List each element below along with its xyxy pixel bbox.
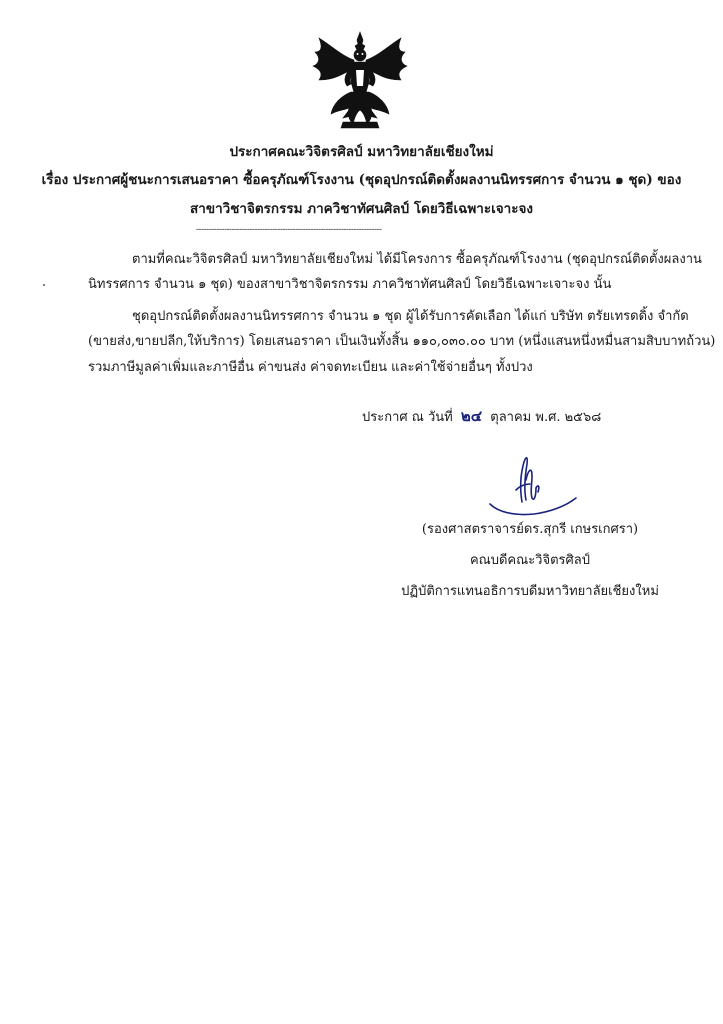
date-day-handwritten: ๒๔: [460, 407, 483, 425]
body-paragraph-2-line-1: ชุดอุปกรณ์ติดตั้งผลงานนิทรรศการ จำนวน ๑ ชุด ผู้ได้รับการคัดเลือก ได้แก่ บริษัท ตรัยเทรดดิ้ง จำกัด: [132, 309, 689, 324]
date-prefix: ประกาศ ณ วันที่: [362, 410, 453, 425]
body-paragraph-1-line-2: นิทรรศการ จำนวน ๑ ชุด) ของสาขาวิชาจิตรกรรม ภาควิชาทัศนศิลป์ โดยวิธีเฉพาะเจาะจง นั้น: [88, 277, 612, 292]
separator-line: -------------------------------------------------------------------------: [196, 225, 382, 235]
announcement-date: [362, 404, 601, 428]
body-paragraph-1-line-1: ตามที่คณะวิจิตรศิลป์ มหาวิทยาลัยเชียงใหม่ ได้มีโครงการ ซื้อครุภัณฑ์โรงงาน (ชุดอุปกรณ์ติดตั้งผลงาน: [132, 252, 702, 267]
margin-dot: [43, 284, 45, 286]
body-paragraph-2-line-3: รวมภาษีมูลค่าเพิ่มและภาษีอื่น ค่าขนส่ง ค่าจดทะเบียน และค่าใช้จ่ายอื่นๆ ทั้งปวง: [88, 360, 533, 375]
announcement-title: ประกาศคณะวิจิตรศิลป์ มหาวิทยาลัยเชียงใหม่: [229, 144, 494, 160]
announcement-subject: เรื่อง ประกาศผู้ชนะการเสนอราคา ซื้อครุภัณฑ์โรงงาน (ชุดอุปกรณ์ติดตั้งผลงานนิทรรศการ จำนวน ๑ ชุด) ของ: [41, 172, 682, 188]
body-paragraph-2-line-2: (ขายส่ง,ขายปลีก,ให้บริการ) โดยเสนอราคา เป็นเงินทั้งสิ้น ๑๑๐,๐๓๐.๐๐ บาท (หนึ่งแสนหนึ่งหมื่นสามสิบบาทถ้วน): [88, 334, 716, 349]
signatory-acting-position: ปฏิบัติการแทนอธิการบดีมหาวิทยาลัยเชียงใหม่: [401, 584, 659, 599]
announcement-subject-cont: สาขาวิชาจิตรกรรม ภาควิชาทัศนศิลป์ โดยวิธีเฉพาะเจาะจง: [190, 201, 533, 217]
signatory-name: (รองศาสตราจารย์ดร.สุกรี เกษรเกศรา): [421, 522, 639, 537]
garuda-emblem-icon: [307, 30, 413, 136]
date-suffix: ตุลาคม พ.ศ. ๒๕๖๘: [490, 410, 602, 425]
signatory-position: คณบดีคณะวิจิตรศิลป์: [469, 553, 590, 568]
handwritten-signature: [480, 440, 590, 530]
